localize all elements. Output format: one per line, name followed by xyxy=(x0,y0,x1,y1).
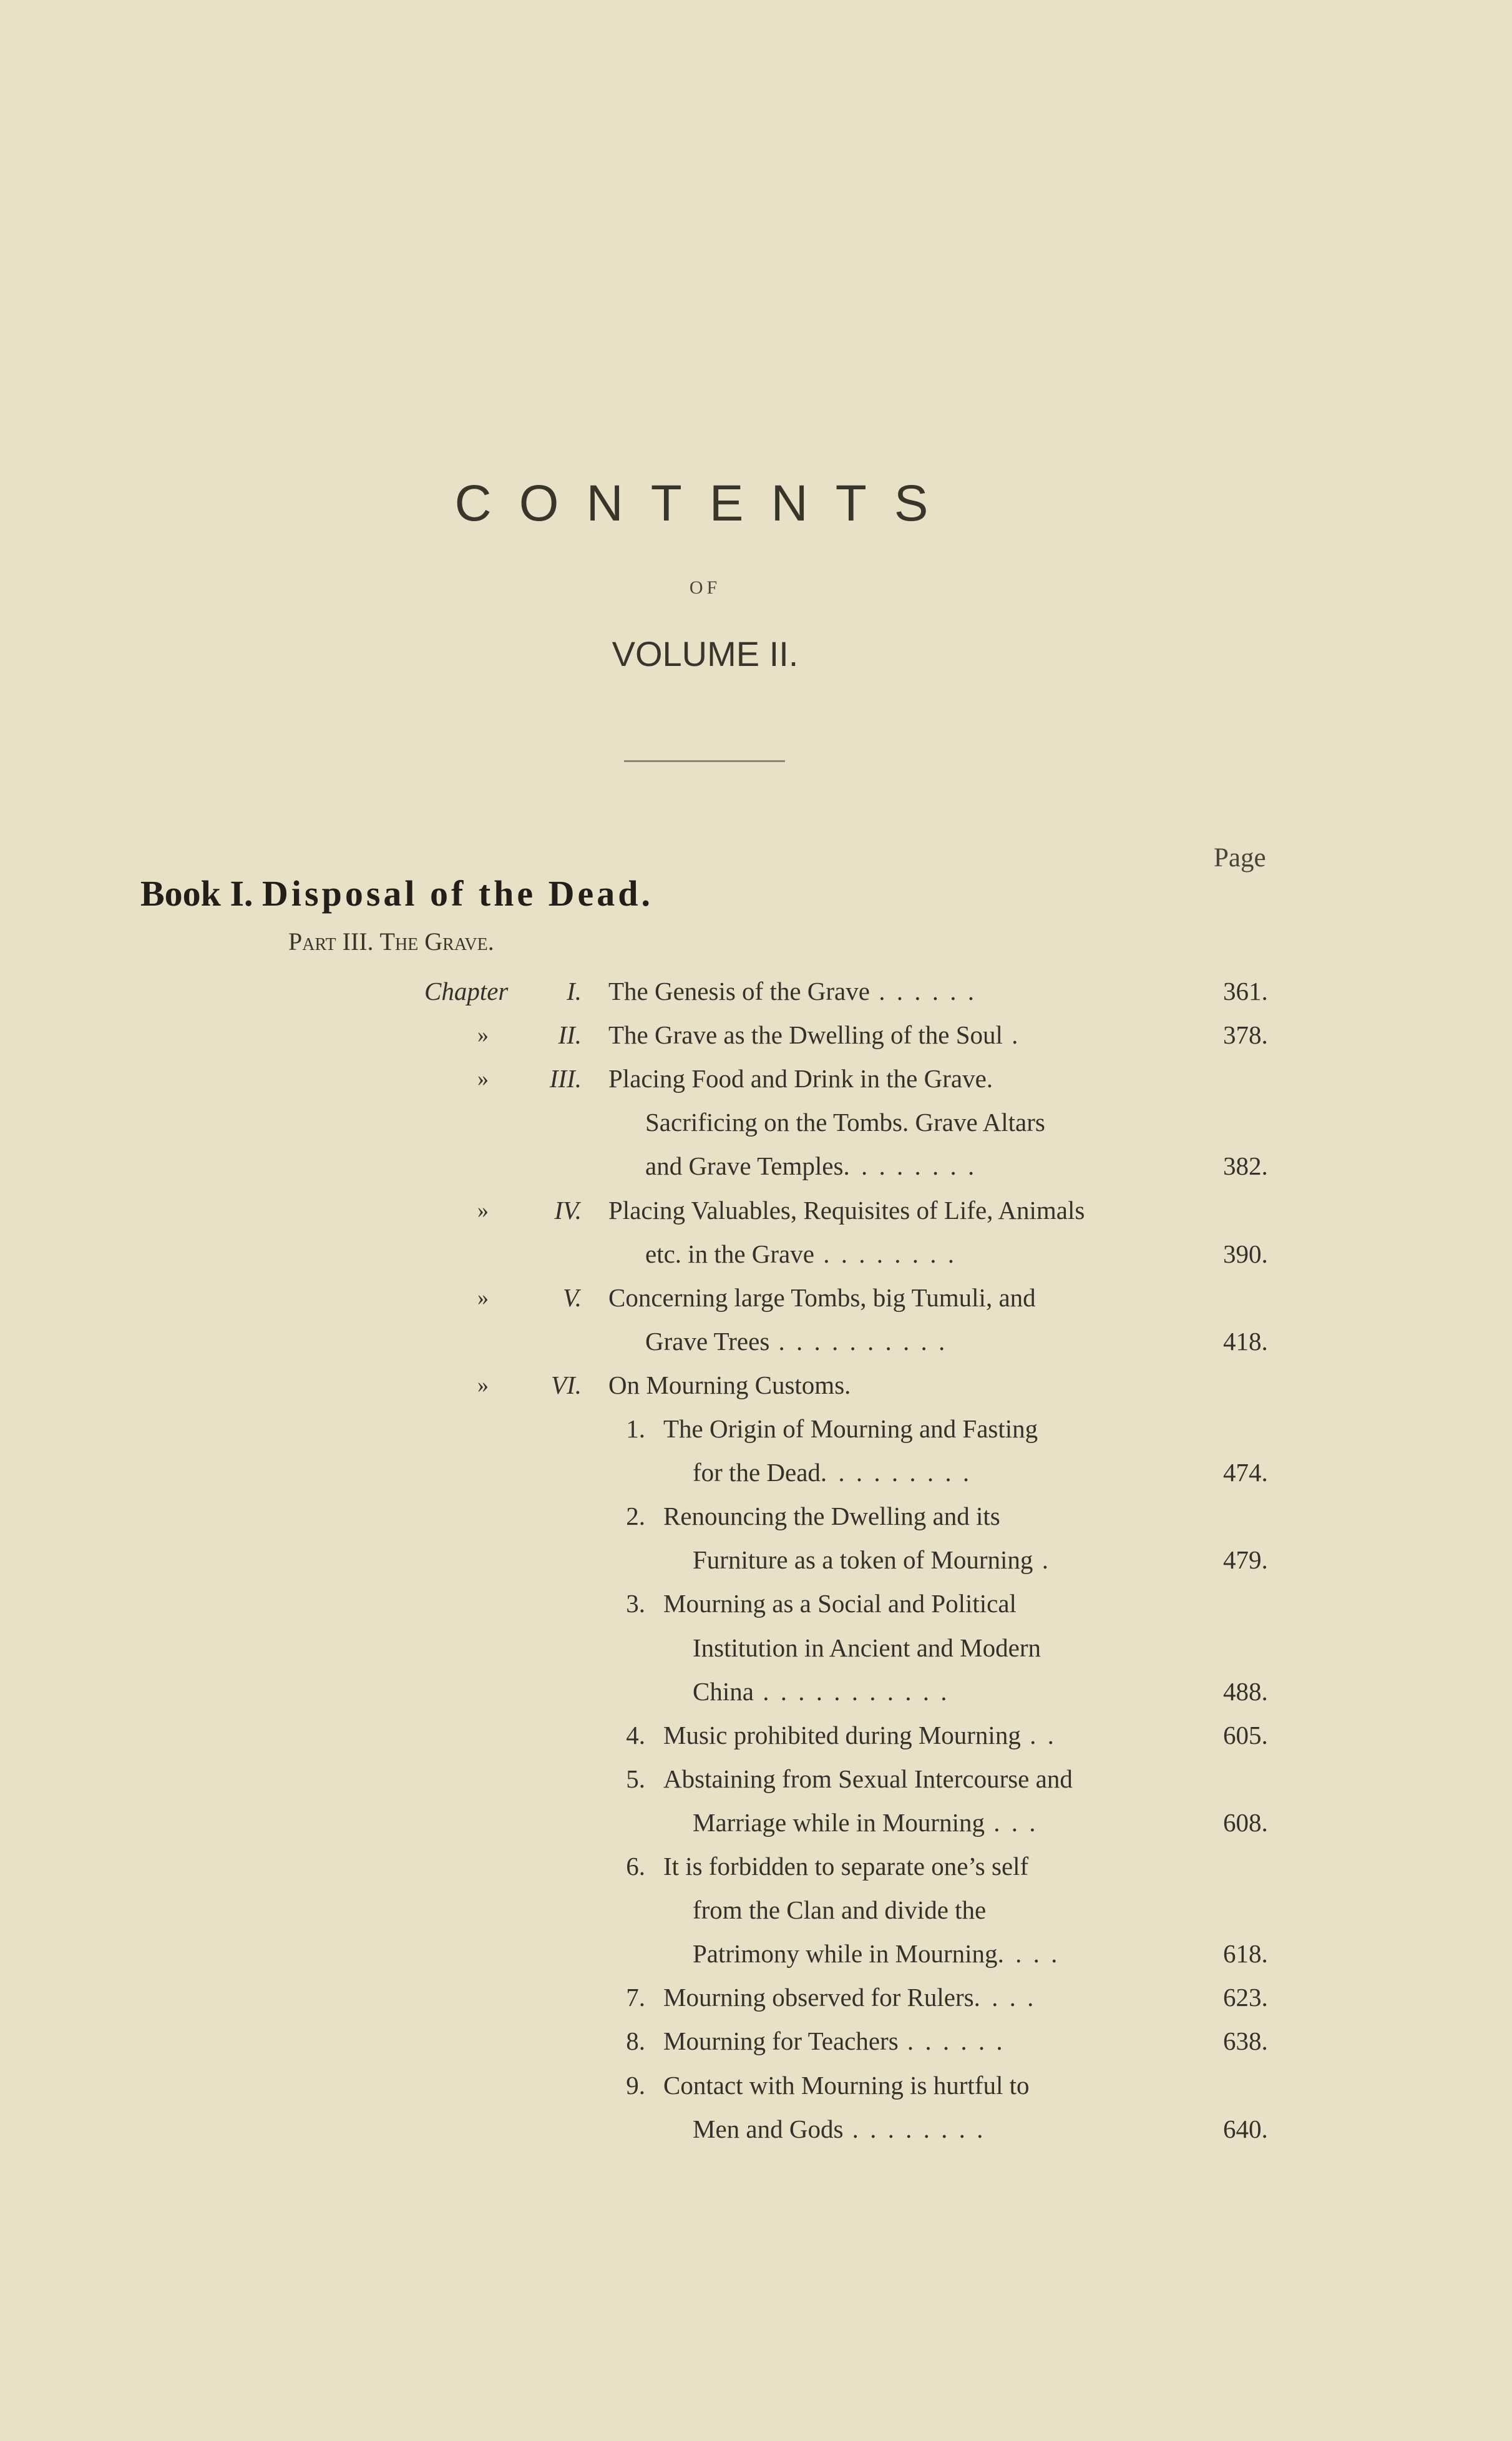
section-number: 9. xyxy=(626,2070,645,2100)
toc-line xyxy=(0,1670,1512,1713)
page-number: 638. xyxy=(1223,2027,1268,2056)
ditto-mark: » xyxy=(477,1066,489,1092)
part-label: Part III. xyxy=(288,927,374,956)
title-divider xyxy=(624,760,785,762)
leader-dots: . . . . . . . . . xyxy=(820,1458,972,1487)
leader-dots: . . . . . . . . xyxy=(814,1239,957,1268)
ditto-mark: » xyxy=(477,1022,489,1048)
page-number: 418. xyxy=(1223,1326,1268,1356)
toc-line xyxy=(0,1276,1512,1319)
leader-dots: . . . . . . . . . . xyxy=(769,1326,948,1356)
page-number: 608. xyxy=(1223,1808,1268,1837)
page-column-label: Page xyxy=(1214,843,1266,873)
entry-text: from the Clan and divide the xyxy=(693,1896,987,1925)
page-number: 488. xyxy=(1223,1676,1268,1706)
section-number: 5. xyxy=(626,1764,645,1793)
entry-text: Renouncing the Dwelling and its xyxy=(663,1502,1000,1531)
chapter-number: I. xyxy=(567,977,582,1005)
entry-text: Grave Trees . . . . . . . . . . xyxy=(645,1326,948,1356)
entry-text: Abstaining from Sexual Intercourse and xyxy=(663,1764,1073,1793)
toc-line xyxy=(0,1932,1512,1975)
chapter-number: V. xyxy=(562,1283,582,1312)
entry-text: Patrimony while in Mourning. . . . xyxy=(693,1939,1060,1969)
ditto-mark: » xyxy=(477,1284,489,1310)
leader-dots: . . . . xyxy=(997,1939,1060,1969)
entry-text: Placing Food and Drink in the Grave. xyxy=(608,1064,993,1093)
entry-text: Music prohibited during Mourning . . xyxy=(663,1720,1056,1749)
toc-line xyxy=(0,1801,1512,1844)
entry-text: etc. in the Grave . . . . . . . . xyxy=(645,1239,957,1268)
entry-text: for the Dead. . . . . . . . . xyxy=(693,1458,972,1487)
leader-dots: . . . . . . . . . . . xyxy=(753,1676,950,1706)
leader-dots: . . . . . . . . xyxy=(843,1152,977,1181)
toc-line xyxy=(0,1407,1512,1450)
entry-text: Contact with Mourning is hurtful to xyxy=(663,2070,1030,2100)
entry-text: Furniture as a token of Mourning . xyxy=(693,1545,1051,1575)
entry-text: Mourning observed for Rulers. . . . xyxy=(663,1983,1036,2012)
chapter-number: IV. xyxy=(554,1195,582,1225)
page-number: 479. xyxy=(1223,1545,1268,1575)
part-title: The Grave. xyxy=(379,927,494,956)
leader-dots: . . . xyxy=(984,1808,1038,1837)
entry-text: The Origin of Mourning and Fasting xyxy=(663,1414,1038,1443)
toc-line xyxy=(0,969,1512,1013)
chapter-number: III. xyxy=(549,1064,582,1093)
page-number: 474. xyxy=(1223,1458,1268,1487)
leader-dots: . . . . . . xyxy=(898,2027,1005,2056)
page-number: 390. xyxy=(1223,1239,1268,1268)
page-number: 378. xyxy=(1223,1020,1268,1050)
leader-dots: . xyxy=(1033,1545,1051,1575)
leader-dots: . xyxy=(1002,1020,1021,1050)
chapter-label: Chapter xyxy=(424,977,509,1005)
entry-text: Mourning for Teachers . . . . . . xyxy=(663,2027,1005,2056)
entry-text: The Genesis of the Grave . . . . . . xyxy=(608,977,977,1005)
toc-line xyxy=(0,2063,1512,2107)
toc-line xyxy=(0,1538,1512,1582)
entry-text: Men and Gods . . . . . . . . xyxy=(693,2114,986,2143)
page-number: 382. xyxy=(1223,1152,1268,1181)
part-heading xyxy=(288,927,494,956)
entry-text: It is forbidden to separate one’s self xyxy=(663,1852,1029,1881)
of-label: OF xyxy=(689,577,721,598)
toc-line xyxy=(0,1713,1512,1757)
chapter-number: VI. xyxy=(551,1370,582,1399)
page-number: 623. xyxy=(1223,1983,1268,2012)
toc-line xyxy=(0,1100,1512,1144)
book-title: Disposal of the Dead. xyxy=(262,873,654,914)
entry-text: The Grave as the Dwelling of the Soul . xyxy=(608,1020,1021,1050)
leader-dots: . . . . . . . . xyxy=(843,2114,986,2143)
ditto-mark: » xyxy=(477,1372,489,1397)
leader-dots: . . . . xyxy=(973,1983,1036,2012)
section-number: 1. xyxy=(626,1414,645,1443)
toc-line xyxy=(0,1013,1512,1057)
toc-line xyxy=(0,1363,1512,1407)
toc-line xyxy=(0,1450,1512,1494)
book-heading xyxy=(140,873,653,914)
toc-line xyxy=(0,1757,1512,1801)
toc-line xyxy=(0,1494,1512,1538)
toc-line xyxy=(0,1144,1512,1188)
leader-dots: . . xyxy=(1020,1720,1056,1749)
volume-title: VOLUME II. xyxy=(612,634,799,673)
toc-line xyxy=(0,1188,1512,1232)
entry-text: Mourning as a Social and Political xyxy=(663,1589,1017,1618)
entry-text: Concerning large Tombs, big Tumuli, and xyxy=(608,1283,1036,1312)
toc-line xyxy=(0,1319,1512,1363)
page-number: 361. xyxy=(1223,977,1268,1005)
toc-line xyxy=(0,1844,1512,1888)
leader-dots: . . . . . . xyxy=(869,977,977,1005)
chapter-number: II. xyxy=(558,1020,582,1050)
toc-line xyxy=(0,1232,1512,1276)
toc-line xyxy=(0,1888,1512,1932)
page-number: 640. xyxy=(1223,2114,1268,2143)
section-number: 7. xyxy=(626,1983,645,2012)
book-label: Book I. xyxy=(140,873,253,914)
page-number: 605. xyxy=(1223,1720,1268,1749)
entry-text: Placing Valuables, Requisites of Life, Animals xyxy=(608,1195,1085,1225)
toc-line xyxy=(0,1057,1512,1100)
entry-text: Sacrificing on the Tombs. Grave Altars xyxy=(645,1108,1045,1137)
entry-text: On Mourning Customs. xyxy=(608,1370,851,1399)
section-number: 3. xyxy=(626,1589,645,1618)
contents-title: CONTENTS xyxy=(454,475,956,532)
toc-line xyxy=(0,1582,1512,1625)
toc-line xyxy=(0,2107,1512,2151)
entry-text: Institution in Ancient and Modern xyxy=(693,1633,1041,1662)
toc-line xyxy=(0,1975,1512,2019)
ditto-mark: » xyxy=(477,1197,489,1223)
entry-text: China . . . . . . . . . . . xyxy=(693,1676,950,1706)
toc-line xyxy=(0,2019,1512,2063)
section-number: 2. xyxy=(626,1502,645,1531)
entry-text: Marriage while in Mourning . . . xyxy=(693,1808,1038,1837)
section-number: 8. xyxy=(626,2027,645,2056)
toc-line xyxy=(0,1626,1512,1670)
section-number: 6. xyxy=(626,1852,645,1881)
page-number: 618. xyxy=(1223,1939,1268,1969)
section-number: 4. xyxy=(626,1720,645,1749)
entry-text: and Grave Temples. . . . . . . . xyxy=(645,1152,977,1181)
